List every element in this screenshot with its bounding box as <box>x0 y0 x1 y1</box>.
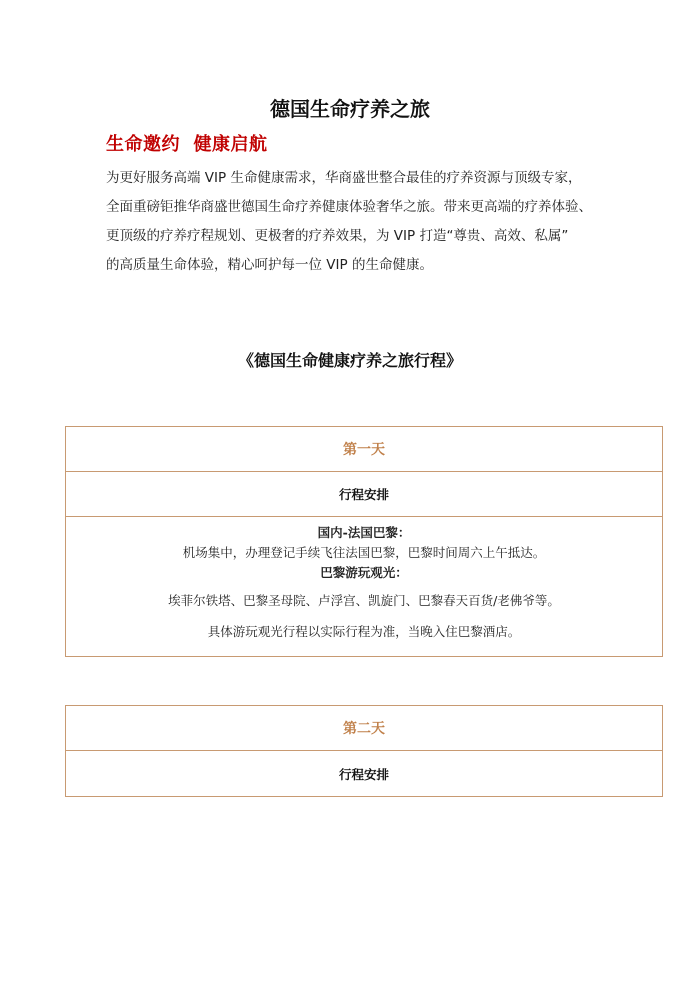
subtitle: 生命邀约 健康启航 <box>106 134 268 155</box>
day-one-schedule-label: 行程安排 <box>66 472 662 517</box>
itinerary-heading: 《德国生命健康疗养之旅行程》 <box>237 351 462 370</box>
route-heading: 巴黎游玩观光： <box>320 565 408 580</box>
intro-paragraph <box>106 164 626 280</box>
route-detail: 机场集中，办理登记手续飞往法国巴黎，巴黎时间周六上午抵达。 <box>182 545 546 560</box>
day-two-schedule-label: 行程安排 <box>338 766 389 782</box>
intro-line: 全面重磅钜推华商盛世德国生命疗养健康体验奢华之旅。带来更高端的疗养体验、 <box>106 199 592 215</box>
intro-line: 更顶级的疗养疗程规划、更极奢的疗养效果，为 VIP 打造“尊贵、高效、私属” <box>106 228 569 244</box>
intro-line: 的高质量生命体验，精心呵护每一位 VIP 的生命健康。 <box>106 257 433 273</box>
day-two-table <box>65 705 663 797</box>
itinerary-note: 具体游玩观光行程以实际行程为准，当晚入住巴黎酒店。 <box>207 624 521 639</box>
route-heading: 国内-法国巴黎： <box>317 525 411 540</box>
day-one-details <box>66 517 662 656</box>
intro-line: 为更好服务高端 VIP 生命健康需求，华商盛世整合最佳的疗养资源与顶级专家， <box>106 170 582 186</box>
page-title: 德国生命疗养之旅 <box>270 97 430 121</box>
route-detail: 埃菲尔铁塔、巴黎圣母院、卢浮宫、凯旋门、巴黎春天百货/老佛爷等。 <box>168 593 560 608</box>
day-two-title: 第二天 <box>66 706 662 751</box>
day-one-title: 第一天 <box>66 427 662 472</box>
day-one-table <box>65 426 663 657</box>
